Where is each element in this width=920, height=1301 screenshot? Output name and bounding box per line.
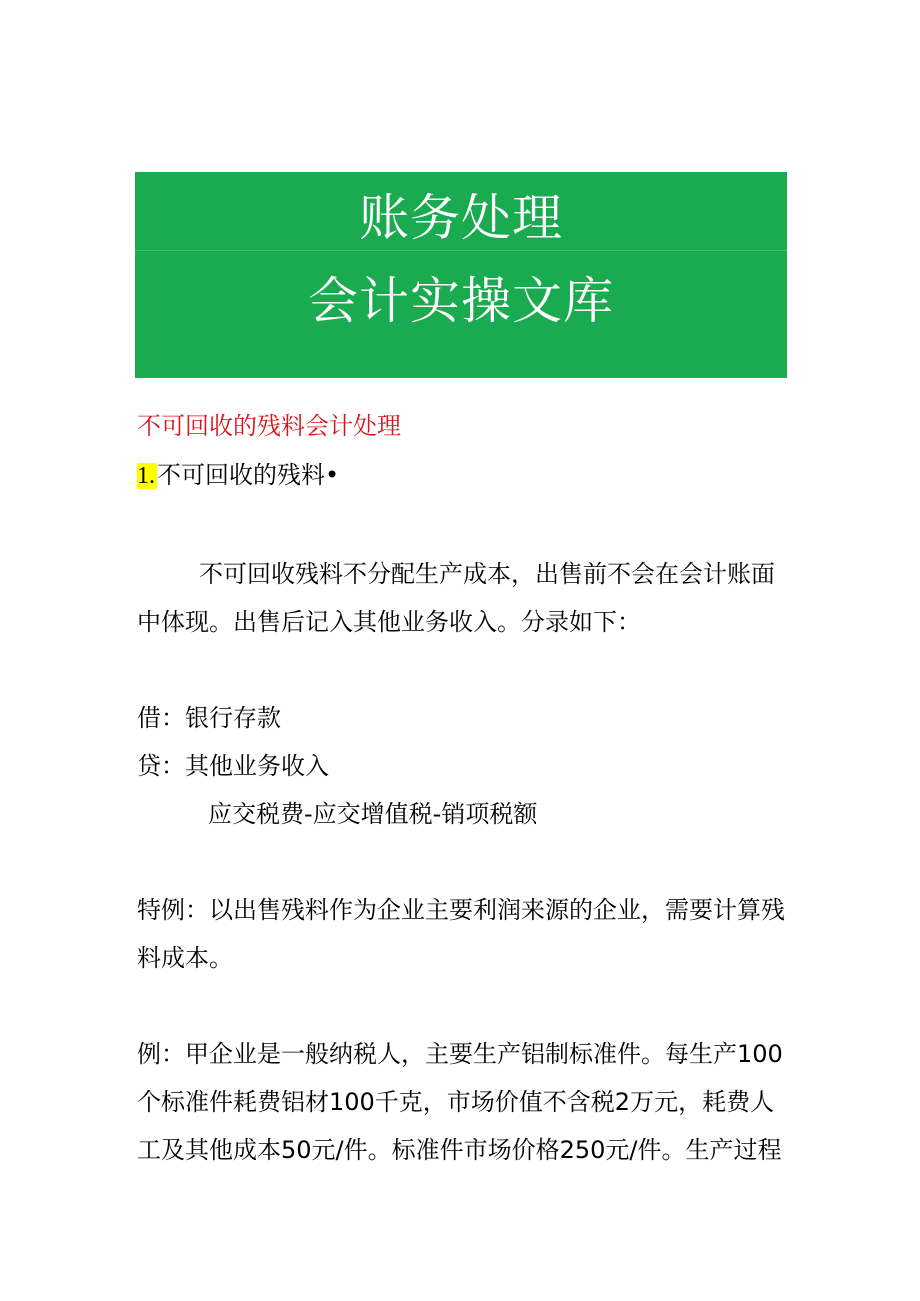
banner-title-line2: 会计实操文库 — [308, 272, 614, 330]
section-number: 1. — [137, 463, 155, 489]
title-banner — [135, 172, 787, 378]
intro-paragraph: 不可回收残料不分配生产成本，出售前不会在会计账面中体现。出售后记入其他业务收入。分录如下： — [137, 560, 775, 636]
banner-title-line1: 账务处理 — [359, 189, 563, 247]
section-heading — [137, 456, 339, 495]
credit-entry: 贷：其他业务收入 — [137, 752, 329, 780]
section-title: 不可回收的残料• — [157, 461, 340, 489]
banner-divider — [135, 250, 787, 251]
credit-sub-entry: 应交税费-应交增值税-销项税额 — [208, 800, 538, 828]
document-title: 不可回收的残料会计处理 — [137, 412, 401, 440]
special-case-paragraph: 特例：以出售残料作为企业主要利润来源的企业，需要计算残料成本。 — [137, 896, 785, 972]
debit-entry: 借：银行存款 — [137, 704, 281, 732]
example-paragraph: 例：甲企业是一般纳税人，主要生产铝制标准件。每生产100个标准件耗费铝材100千克，市场价值不含税2万元，耗费人工及其他成本50元/件。标准件市场价格250元/件。生产过程 — [137, 1040, 783, 1164]
